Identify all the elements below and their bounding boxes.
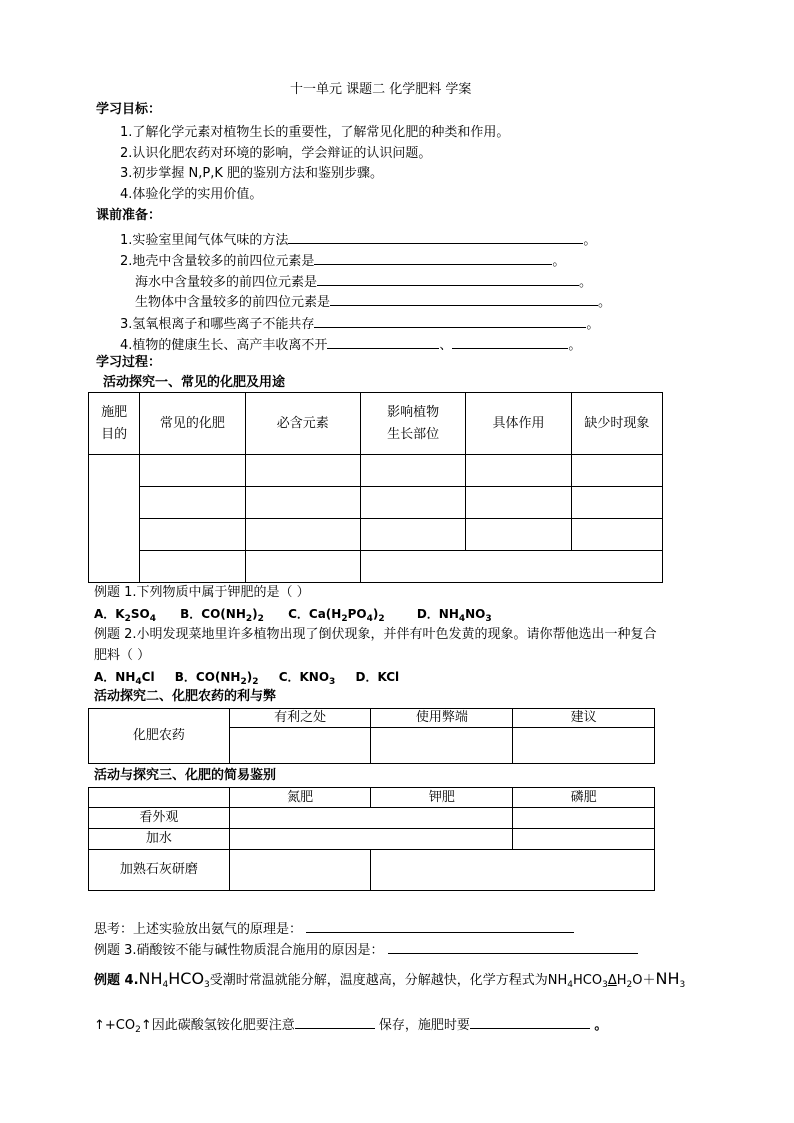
prep-q4-blank-2[interactable]	[452, 334, 568, 349]
prep-q2-period: 。	[552, 254, 566, 269]
equation-ammonia: $NH_3$	[655, 969, 686, 990]
prep-q2c-text: 生物体中含量较多的前四位元素是	[135, 295, 331, 310]
fertilizing-blank[interactable]	[470, 1014, 590, 1029]
example-4-line-1	[94, 970, 685, 994]
table-cell[interactable]	[229, 829, 512, 850]
formula-ammonium-bicarbonate: $NH_4HCO_3$	[138, 969, 210, 990]
table-cell[interactable]	[140, 519, 245, 551]
pros-cons-table	[88, 708, 655, 764]
preparation-heading: 课前准备：	[96, 208, 162, 223]
prep-q2	[120, 250, 565, 271]
example-3-text: 例题 3.硝酸铵不能与碱性物质混合施用的原因是：	[94, 943, 384, 958]
table-cell[interactable]	[245, 455, 360, 487]
example-4-prefix: 例题 4.	[94, 973, 139, 988]
table-cell[interactable]	[571, 487, 662, 519]
think-question	[94, 918, 574, 939]
prep-q1-period: 。	[583, 233, 597, 248]
th-benefits: 有利之处	[229, 709, 371, 728]
activity-3-heading: 活动与探究三、化肥的简易鉴别	[94, 768, 277, 783]
prep-q3-text: 3.氢氧根离子和哪些离子不能共存	[120, 317, 315, 332]
prep-q2b-blank[interactable]	[317, 271, 579, 286]
table-cell[interactable]	[571, 455, 662, 487]
table-cell[interactable]	[229, 808, 512, 829]
th-suggestions: 建议	[513, 709, 655, 728]
prep-q4-blank-1[interactable]	[327, 334, 439, 349]
purpose-cell[interactable]	[89, 455, 140, 583]
equation-reactant: $NH_4HCO_3$	[547, 973, 608, 990]
table-cell[interactable]	[513, 728, 655, 764]
row-appearance: 看外观	[89, 808, 230, 829]
objective-item-2: 2.认识化肥农药对环境的影响，学会辩证的认识问题。	[120, 146, 432, 161]
blank-corner	[89, 788, 230, 808]
th-phosphorus: 磷肥	[513, 788, 655, 808]
table-cell[interactable]	[466, 487, 571, 519]
example-4-text: 受潮时常温就能分解，温度越高，分解越快，化学方程式为	[209, 973, 548, 988]
table-cell[interactable]	[571, 519, 662, 551]
table-cell[interactable]	[140, 551, 245, 583]
prep-q3-blank[interactable]	[314, 313, 586, 328]
prep-q2-blank[interactable]	[314, 250, 552, 265]
option-b[interactable]: B．$CO(NH_2)_2$	[174, 670, 259, 687]
example-3-blank[interactable]	[388, 939, 638, 954]
prep-q1-blank[interactable]	[288, 229, 583, 244]
prep-q4-period: 。	[568, 338, 582, 353]
example-4-line-2	[94, 1014, 607, 1039]
option-d[interactable]: D．KCl	[355, 670, 400, 684]
th-function: 具体作用	[466, 393, 571, 455]
table-cell[interactable]	[371, 850, 655, 891]
example-3	[94, 939, 638, 960]
row-add-water: 加水	[89, 829, 230, 850]
option-a[interactable]: A．$K_2SO_4$	[94, 607, 156, 624]
objective-item-1: 1.了解化学元素对植物生长的重要性，了解常见化肥的种类和作用。	[120, 125, 510, 140]
equation-water: $H_2O+$	[616, 973, 656, 990]
table-cell[interactable]	[466, 455, 571, 487]
prep-q4	[120, 334, 581, 355]
think-text: 思考：上述实验放出氨气的原理是：	[94, 922, 303, 937]
th-nitrogen: 氮肥	[229, 788, 371, 808]
example-1-question: 例题 1.下列物质中属于钾肥的是（ ）	[94, 585, 310, 600]
objective-item-4: 4.体验化学的实用价值。	[120, 187, 263, 202]
prep-q2c-blank[interactable]	[330, 291, 598, 306]
th-potassium: 钾肥	[371, 788, 513, 808]
example-2-line-1: 例题 2.小明发现菜地里许多植物出现了倒伏现象，并伴有叶色发黄的现象。请你帮他选出一种复合	[94, 627, 657, 642]
identification-table	[88, 787, 655, 891]
th-drawbacks: 使用弊端	[371, 709, 513, 728]
th-fertilizer: 常见的化肥	[140, 393, 245, 455]
table-cell[interactable]	[371, 728, 513, 764]
think-blank[interactable]	[306, 918, 574, 933]
example-4-text-2: ↑因此碳酸氢铵化肥要注意	[140, 1018, 295, 1033]
table-cell-merged[interactable]	[360, 551, 662, 583]
heat-symbol: Δ	[607, 973, 617, 988]
page-title: 十一单元 课题二 化学肥料 学案	[290, 82, 472, 97]
objectives-heading: 学习目标：	[96, 102, 162, 117]
th-element: 必含元素	[245, 393, 360, 455]
prep-q4-text: 4.植物的健康生长、高产丰收离不开	[120, 338, 328, 353]
objective-item-3: 3.初步掌握 N,P,K 肥的鉴别方法和鉴别步骤。	[120, 166, 384, 181]
option-b[interactable]: B．$CO(NH_2)_2$	[180, 607, 264, 624]
option-c[interactable]: C．$Ca(H_2PO_4)_2$	[288, 607, 385, 624]
activity-1-title: 活动探究一、常见的化肥及用途	[103, 375, 286, 390]
prep-q2b	[135, 271, 592, 292]
prep-q3-period: 。	[586, 317, 600, 332]
activity-2-heading: 活动探究二、化肥农药的利与弊	[94, 689, 277, 704]
example-1-options	[94, 605, 492, 628]
table-cell[interactable]	[140, 455, 245, 487]
example-4-text-3: 保存，施肥时要	[374, 1018, 470, 1033]
table-cell[interactable]	[360, 519, 465, 551]
prep-q2b-period: 。	[579, 275, 593, 290]
fertilizer-table	[88, 392, 663, 583]
process-heading: 学习过程：	[96, 355, 162, 370]
prep-q2-text: 2.地壳中含量较多的前四位元素是	[120, 254, 315, 269]
activity-1-heading	[103, 374, 285, 392]
row-grind-lime: 加熟石灰研磨	[89, 850, 230, 891]
storage-blank[interactable]	[295, 1014, 375, 1029]
table-cell[interactable]	[229, 728, 371, 764]
row-label-fertilizer-pesticide: 化肥农药	[89, 709, 230, 764]
prep-q1-text: 1.实验室里闻气体气味的方法	[120, 233, 289, 248]
prep-q2b-text: 海水中含量较多的前四位元素是	[135, 275, 318, 290]
option-c[interactable]: C．$KNO_3$	[278, 670, 336, 687]
table-cell[interactable]	[140, 487, 245, 519]
prep-q1	[120, 229, 596, 250]
th-deficiency: 缺少时现象	[571, 393, 662, 455]
prep-q3	[120, 313, 599, 334]
table-cell[interactable]	[360, 487, 465, 519]
th-part: 影响植物生长部位	[360, 393, 465, 455]
prep-q2c-period: 。	[598, 295, 612, 310]
example-4-end: 。	[589, 1018, 608, 1033]
table-cell[interactable]	[245, 487, 360, 519]
table-cell[interactable]	[513, 829, 655, 850]
table-cell[interactable]	[513, 808, 655, 829]
option-d[interactable]: D．$NH_4NO_3$	[416, 607, 492, 624]
prep-q4-sep: 、	[439, 338, 453, 353]
table-cell[interactable]	[466, 519, 571, 551]
table-cell[interactable]	[229, 850, 371, 891]
equation-co2: $↑+CO_2$	[94, 1018, 141, 1035]
option-a[interactable]: A．$NH_4Cl$	[94, 670, 155, 687]
table-cell[interactable]	[245, 551, 360, 583]
prep-q2c	[135, 291, 611, 312]
table-cell[interactable]	[245, 519, 360, 551]
example-2-line-2: 肥料（ ）	[94, 648, 151, 663]
table-cell[interactable]	[360, 455, 465, 487]
th-purpose: 施肥目的	[89, 393, 140, 455]
